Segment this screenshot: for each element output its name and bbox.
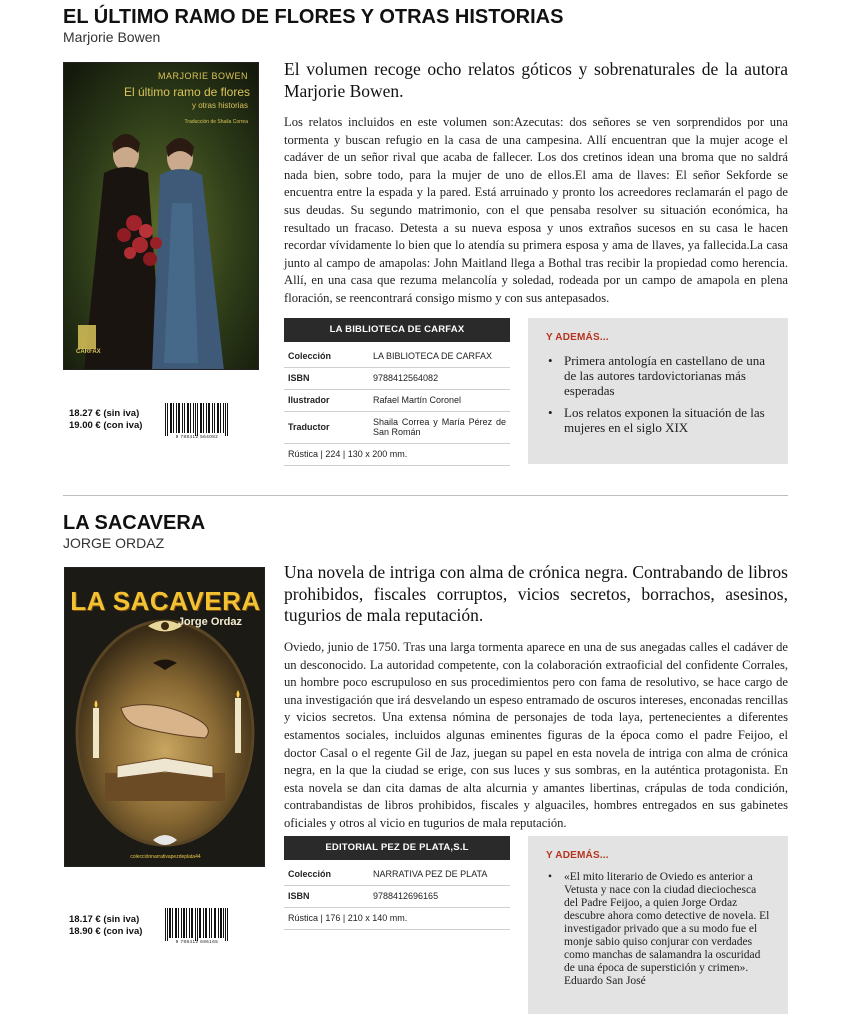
format-line: Rústica | 224 | 130 x 200 mm. — [284, 443, 510, 465]
description-text: Oviedo, junio de 1750. Tras una larga tormenta aparece en una de sus anegadas calles el cadáver de un desconocido. La autoridad competente, con la colaboración extraoficial del confidente Corrales, un hombre poco escrupuloso en sus procedimientos pero con fama de resolutivo, se hace cargo de una investigación que irá desvelando un espeso entramado de oscuros intereses, enconadas rencillas y vicios secretos. Una extensa nómina de personajes de toda laya, pertenecientes a diferentes estamentos sociales, incluidos algunas eminentes figuras de la época como el padre Feijoo, el doctor Casal o el regente Gil de Jaz, juegan su papel en esta novela de intriga con alma de crónica negra, en la que la ciudad se erige, con sus luces y sus sombras, en la auténtica protagonista. En esta novela se dan cita damas de alta alcurnia y amantes libertinas, crápulas de toda condición, contrabandistas de libros prohibidos, fiscales y alguaciles, hombres entregados en sus gabinetes oficiales y otros al vicio en tugurios de mala reputación. — [284, 640, 788, 830]
table-row — [284, 389, 510, 411]
spec-value: LA BIBLIOTECA DE CARFAX — [369, 346, 510, 367]
publisher-bar: EDITORIAL PEZ DE PLATA,S.L — [284, 836, 510, 860]
lead-text: El volumen recoge ocho relatos góticos y sobrenaturales de la autora Marjorie Bowen. — [284, 59, 788, 101]
barcode — [162, 907, 232, 947]
section-divider — [63, 495, 788, 496]
barcode-number: 9 788412 696165 — [175, 939, 219, 944]
book-title: LA SACAVERA — [63, 512, 206, 534]
cover-title-line1: El último ramo de flores — [123, 85, 250, 99]
cover-title: LA SACAVERA — [70, 586, 261, 616]
further-box — [528, 318, 788, 464]
price-iva: 18.90 € (con iva) — [69, 926, 143, 937]
book-cover — [63, 62, 259, 370]
spec-value: 9788412564082 — [369, 367, 510, 389]
spec-value: NARRATIVA PEZ DE PLATA — [369, 864, 510, 885]
table-row — [284, 367, 510, 389]
further-list — [546, 871, 770, 988]
cover-author: MARJORIE BOWEN — [157, 71, 248, 81]
cover-title-line2: y otras historias — [191, 101, 248, 110]
spec-label: ISBN — [284, 885, 369, 907]
spec-value: Rafael Martín Coronel — [369, 389, 510, 411]
table-row — [284, 411, 510, 443]
format-line: Rústica | 176 | 210 x 140 mm. — [284, 907, 510, 929]
cover-publisher-logo: CARFAX — [76, 349, 101, 355]
price-no-iva: 18.27 € (sin iva) — [69, 408, 140, 419]
further-box — [528, 836, 788, 1014]
table-row — [284, 907, 510, 929]
spec-label: Colección — [284, 346, 369, 367]
spec-label: ISBN — [284, 367, 369, 389]
table-row — [284, 346, 510, 367]
table-row — [284, 443, 510, 465]
barcode — [162, 402, 232, 442]
price-block — [69, 914, 142, 938]
cover-footer: colecciónnarrativapezdeplata44 — [130, 854, 201, 860]
lead-text: Una novela de intriga con alma de crónica negra. Contrabando de libros prohibidos, fiscales corruptos, vicios secretos, borrachos, asesinos, tugurios de mala reputación. — [284, 562, 788, 625]
list-item: • «El mito literario de Oviedo es anterior a Vetusta y nace con la ciudad dieciochesca del Padre Feijoo, a quien Jorge Ordaz descubre ahora como detective de novela. El investigador privado que a su modo fue el monje sabio quiso conjurar con verdades como manchas de salamandra la oscuridad de una época de superstición y crimen». Eduardo San José — [546, 871, 770, 988]
price-block — [69, 408, 142, 432]
spec-label: Ilustrador — [284, 389, 369, 411]
further-list — [546, 353, 770, 435]
spec-value: Shaila Correa y María Pérez de San Román — [369, 411, 510, 443]
further-title: Y ADEMÁS... — [546, 850, 609, 861]
publisher-bar: LA BIBLIOTECA DE CARFAX — [284, 318, 510, 342]
book-author: Marjorie Bowen — [63, 29, 161, 45]
specs-table — [284, 346, 510, 466]
book-author: JORGE ORDAZ — [63, 535, 165, 551]
barcode-number: 9 788412 564082 — [175, 434, 219, 439]
list-item: • Los relatos exponen la situación de las mujeres en el siglo XIX — [546, 405, 770, 435]
further-title: Y ADEMÁS... — [546, 332, 609, 343]
cover-translator: Traducción de Shaila Correa — [184, 119, 248, 125]
description-text: Los relatos incluidos en este volumen son:Azecutas: dos señores se ven sorprendidos por una tormenta y buscan refugio en la casa de una campesina. Allí encuentran que la mujer acoge el cadáver de un señor rival que acaba de fallecer. Los dos cretinos idean una broma que no saldrá nada bien, sobre todo, para la mujer de uno de ellos.El ama de llaves: El señor Sekforde se encuentra entre la espada y la pared. Está arruinado y pronto los acreedores reclamarán el pago de sus deudas. Su segundo matrimonio, con el que pensaba resolver su situación económica, ha resultado un fracaso. Detesta a su nueva esposa y unos extraños sucesos en su casa le hacen recordar vívidamente lo bien que lo atendía su primera esposa y ama de llaves, ya fallecida.La casa junto al campo de amapolas: John Maitland llega a Bothal tras recibir la propiedad como herencia. Allí, en una casa que rezuma melancolía y soledad, rodeada por un campo de amapola en plena floración, se reencontrará consigo mismo y con sus antepasados. — [284, 115, 788, 305]
list-item: • Primera antología en castellano de una de las autores tardovictorianas más esperadas — [546, 353, 770, 398]
table-row — [284, 864, 510, 885]
table-row — [284, 885, 510, 907]
spec-value: 9788412696165 — [369, 885, 510, 907]
price-iva: 19.00 € (con iva) — [69, 420, 143, 431]
book-title: EL ÚLTIMO RAMO DE FLORES Y OTRAS HISTORIAS — [63, 6, 564, 28]
book-cover — [64, 567, 265, 867]
cover-author: Jorge Ordaz — [177, 616, 242, 628]
specs-table — [284, 864, 510, 930]
spec-label: Traductor — [284, 411, 369, 443]
price-no-iva: 18.17 € (sin iva) — [69, 914, 140, 925]
spec-label: Colección — [284, 864, 369, 885]
